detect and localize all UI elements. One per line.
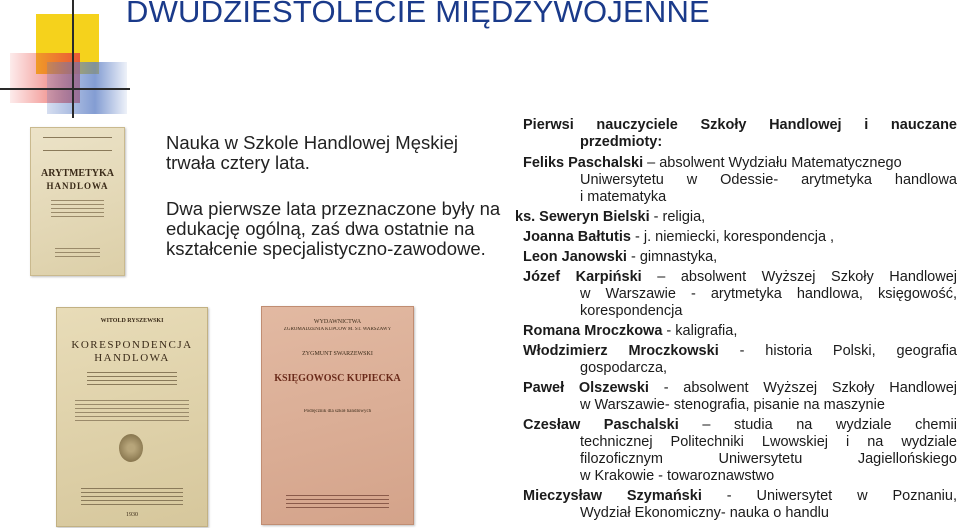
teacher-detail: Wydział Ekonomiczny- nauka o handlu [580,505,829,521]
book-author: WITOLD RYSZEWSKI [100,318,164,324]
teacher-detail: - absolwent Wyższej Szkoły Handlowej [648,380,957,396]
teacher-detail: - j. niemiecki, korespondencja , [630,229,835,245]
teacher-detail: w Warszawie- stenografia, pisanie na maszynie [580,397,885,413]
teacher-name: Joanna Bałtutis [523,229,631,245]
teacher-name: Józef Karpiński [523,269,642,285]
teacher-detail: filozoficznym Uniwersytetu Jagiellońskiego [580,451,957,467]
teacher-detail: gospodarcza, [580,360,668,376]
book-cover-arytmetyka [30,127,125,276]
intro-line-4: edukację ogólną, zaś dwa ostatnie na [166,218,475,239]
teacher-name: Romana Mroczkowa [523,323,663,339]
teacher-entry [523,269,957,320]
book-title: KSIĘGOWOŚĆ KUPIECKA [274,373,401,384]
teachers-heading-line-2: przedmioty: [580,134,663,150]
book-text-lines [87,372,177,386]
teacher-entry [523,155,957,206]
book-footer-lines [286,495,389,509]
book-title-line-2: HANDLOWA [46,181,109,191]
teacher-entry [523,417,957,485]
teacher-detail: korespondencja [580,303,683,319]
intro-line-5: kształcenie specjalistyczno-zawodowe. [166,238,486,259]
book-footer-lines [55,248,100,260]
teacher-name: Paweł Olszewski [523,380,649,396]
teacher-entry [515,209,957,226]
teacher-detail: – absolwent Wydziału Matematycznego [643,155,902,171]
teacher-detail: - gimnastyka, [626,249,718,265]
teacher-entry [523,380,957,414]
teacher-entry [523,249,957,266]
book-footer-lines [81,488,183,506]
teacher-name: Feliks Paschalski [523,155,644,171]
book-author: ZYGMUNT SWARZEWSKI [302,351,373,357]
teacher-detail: – absolwent Wyższej Szkoły Handlowej [641,269,957,285]
teacher-name: Mieczysław Szymański [523,488,702,504]
decor-vertical-line [72,0,74,118]
teacher-name: Leon Janowski [523,249,627,265]
book-title-line-2: HANDLOWA [94,352,170,364]
intro-line-3: Dwa pierwsze lata przeznaczone były na [166,198,501,219]
teacher-detail: i matematyka [580,189,667,205]
teacher-detail: – studia na wydziale chemii [678,417,957,433]
book-publisher-line-2: ZGROMADZENIA KUPCÓW M. ST. WARSZAWY [283,327,392,332]
book-note: Podręcznik dla szkół handlowych [303,409,372,414]
teacher-name: Włodzimierz Mroczkowski [523,343,719,359]
book-cover-ksiegowosc [261,306,414,525]
book-header-lines [43,137,112,151]
teacher-detail: w Krakowie - towaroznawstwo [580,468,775,484]
decor-horizontal-line [0,88,130,90]
teacher-detail: Uniwersytetu w Odessie- arytmetyka handlowa [580,172,957,188]
book-text-lines [51,200,104,218]
book-year: 1930 [126,512,138,518]
teachers-heading-line-1: Pierwsi nauczyciele Szkoły Handlowej i nauczane [523,117,957,133]
teacher-detail: - historia Polski, geografia [718,343,957,359]
intro-line-1: Nauka w Szkole Handlowej Męskiej [166,132,459,153]
book-title-line-1: ARYTMETYKA [41,168,114,179]
book-cover-korespondencja [56,307,208,527]
teacher-entry [523,343,957,377]
teacher-entry [523,323,957,340]
teacher-detail: technicznej Politechniki Lwowskiej i na wydziale [580,434,957,450]
book-title-line-1: KORESPONDENCJA [71,339,193,351]
teacher-name: Czesław Paschalski [523,417,679,433]
teacher-detail: - religia, [649,209,706,225]
teacher-entry [523,229,957,246]
teachers-list [515,117,957,525]
teacher-detail: w Warszawie - arytmetyka handlowa, księgowość, [580,286,957,302]
book-publisher-line-1: WYDAWNICTWA [313,319,362,325]
teacher-entry [523,488,957,522]
intro-line-2: trwała cztery lata. [166,152,310,173]
teacher-detail: - kaligrafia, [662,323,738,339]
teacher-detail: - Uniwersytet w Poznaniu, [701,488,957,504]
book-emblem-icon [119,434,143,462]
book-text-lines-2 [75,400,189,422]
teacher-name: ks. Seweryn Bielski [515,209,650,225]
page-title: DWUDZIESTOLECIE MIĘDZYWOJENNE [126,0,710,29]
